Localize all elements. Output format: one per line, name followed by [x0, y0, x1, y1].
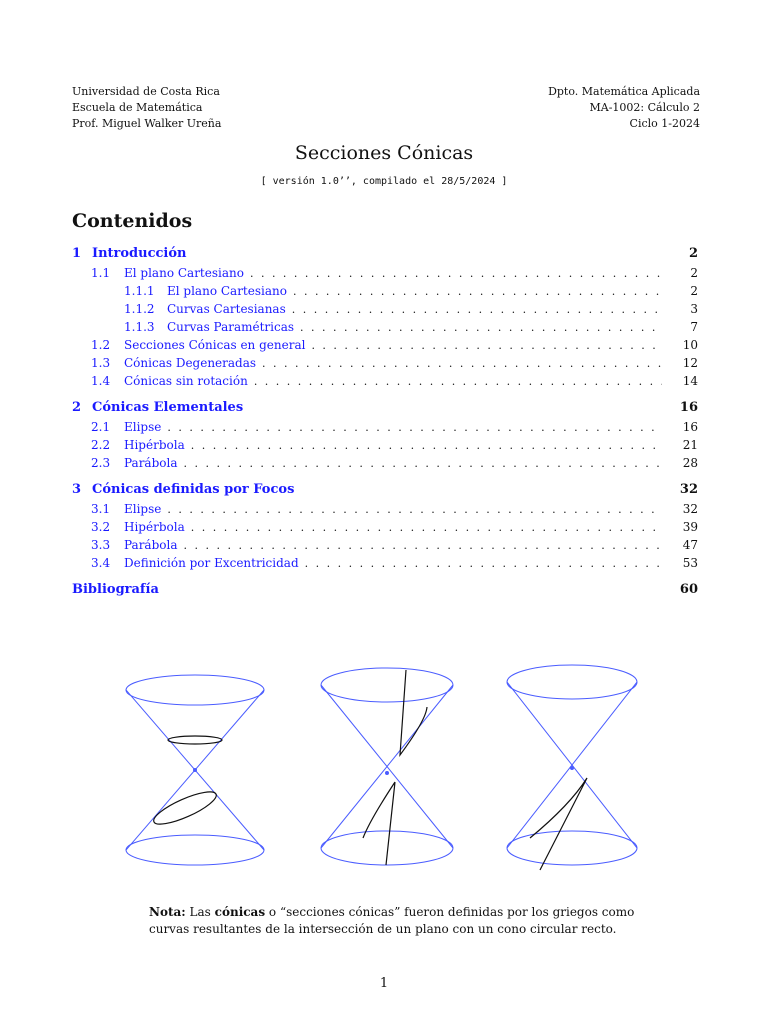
toc-leader	[293, 285, 662, 298]
toc-subsection-2-3[interactable]: 2.3 Parábola . . . 28	[72, 456, 698, 474]
document-title: Secciones Cónicas	[294, 142, 474, 164]
toc-subsection-1-2[interactable]: 1.2 Secciones Cónicas en general . . . 10	[72, 338, 698, 356]
toc-section-3[interactable]: 3 Cónicas definidas por Focos 32	[72, 482, 698, 497]
toc-subsection-2-2[interactable]: 2.2 Hipérbola . . . 21	[72, 438, 698, 456]
hyperbola-upper-branch	[400, 670, 427, 755]
note-paragraph: Nota: Las cónicas o “secciones cónicas” fueron definidas por los griegos como curvas resultantes de la intersección de un plano con un cono circular recto.	[149, 905, 635, 936]
page-number: 1	[379, 976, 389, 991]
cone-top-rim	[507, 665, 637, 699]
parabola-section	[530, 778, 587, 870]
toc-subsection-3-2[interactable]: 3.2 Hipérbola . . . 39	[72, 520, 698, 538]
toc-leader	[305, 557, 662, 570]
cone-vertex	[571, 767, 574, 770]
professor-name: Prof. Miguel Walker Ureña	[72, 117, 222, 130]
toc-leader	[262, 357, 662, 370]
course-code: MA-1002: Cálculo 2	[589, 101, 700, 114]
toc-leader	[191, 439, 662, 452]
toc-subsection-1-3[interactable]: 1.3 Cónicas Degeneradas . . . 12	[72, 356, 698, 374]
toc-subsection-1-1[interactable]: 1.1 El plano Cartesiano . . . 2	[72, 266, 698, 284]
toc-leader	[167, 421, 662, 434]
toc-subsection-3-4[interactable]: 3.4 Definición por Excentricidad . . . 53	[72, 556, 698, 574]
cone-vertex	[194, 769, 197, 772]
header-left	[72, 84, 221, 132]
toc-subsubsection-1-1-3[interactable]: 1.1.3 Curvas Paramétricas . . . 7	[72, 320, 698, 338]
toc-subsubsection-1-1-1[interactable]: 1.1.1 El plano Cartesiano . . . 2	[72, 284, 698, 302]
cone-parabola	[321, 668, 453, 865]
toc-leader	[300, 321, 662, 334]
toc-section-2[interactable]: 2 Cónicas Elementales 16	[72, 400, 698, 415]
toc-leader	[292, 303, 662, 316]
conic-sections-figure	[100, 660, 660, 880]
toc-leader	[167, 503, 662, 516]
toc-leader	[191, 521, 662, 534]
toc-leader	[311, 339, 662, 352]
cone-vertex	[386, 772, 389, 775]
cone-top-rim	[126, 675, 264, 705]
table-of-contents	[72, 246, 698, 602]
cone-top-rim	[321, 668, 453, 702]
department-name: Dpto. Matemática Aplicada	[548, 85, 700, 98]
university-name: Universidad de Costa Rica	[72, 85, 220, 98]
toc-bibliography[interactable]: Bibliografía 60	[72, 582, 698, 597]
circle-section	[168, 736, 222, 744]
toc-subsubsection-1-1-2[interactable]: 1.1.2 Curvas Cartesianas . . . 3	[72, 302, 698, 320]
toc-leader	[250, 267, 662, 280]
cone-bottom-rim	[507, 831, 637, 865]
toc-leader	[183, 539, 662, 552]
cone-hyperbola	[507, 665, 637, 870]
toc-section-1[interactable]: 1 Introducción 2	[72, 246, 698, 261]
term: Ciclo 1-2024	[629, 117, 700, 130]
contents-heading: Contenidos	[72, 210, 193, 232]
hyperbola-lower-branch	[363, 782, 395, 865]
cone-bottom-rim	[126, 835, 264, 865]
header-right	[548, 84, 700, 132]
toc-subsection-3-3[interactable]: 3.3 Parábola . . . 47	[72, 538, 698, 556]
note-bold-term: cónicas	[214, 905, 266, 919]
note-label: Nota:	[149, 905, 186, 919]
school-name: Escuela de Matemática	[72, 101, 203, 114]
toc-subsection-1-4[interactable]: 1.4 Cónicas sin rotación . . . 14	[72, 374, 698, 392]
toc-subsection-2-1[interactable]: 2.1 Elipse . . . 16	[72, 420, 698, 438]
version-line: [ versión 1.0’’, compilado el 28/5/2024 ]	[260, 176, 508, 187]
cone-ellipse	[126, 675, 264, 865]
toc-leader	[183, 457, 662, 470]
toc-leader	[254, 375, 662, 388]
ellipse-section	[150, 786, 219, 830]
toc-subsection-3-1[interactable]: 3.1 Elipse . . . 32	[72, 502, 698, 520]
